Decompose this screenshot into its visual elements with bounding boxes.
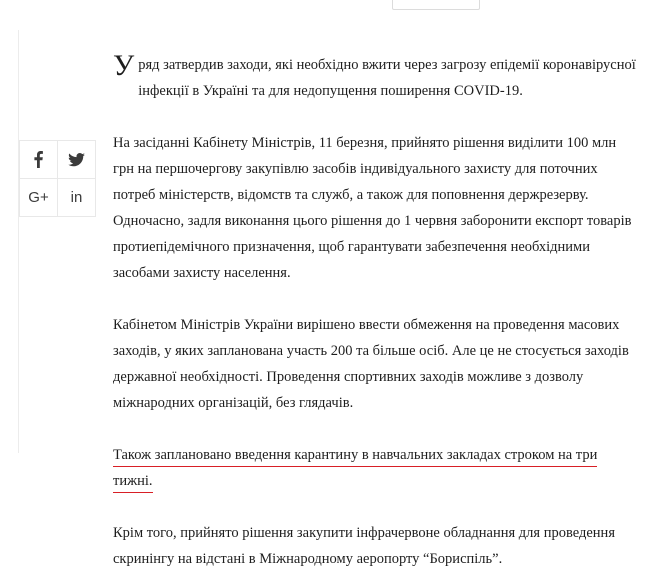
top-cutoff-element[interactable] — [392, 0, 480, 10]
facebook-icon — [34, 151, 43, 168]
paragraph-5: Крім того, прийнято рішення закупити інфрачервоне обладнання для проведення скринінгу на відстані в Міжнародному аеропорту “Бориспіль”. — [113, 525, 615, 567]
share-row-top — [19, 140, 97, 178]
paragraph-4-highlighted — [113, 442, 638, 494]
drop-cap: У — [113, 49, 135, 82]
linkedin-share-button[interactable] — [57, 178, 96, 217]
article-body — [113, 49, 638, 572]
paragraph-1-text: ряд затвердив заходи, які необхідно вжити через загрозу епідемії коронавірусної інфекції в Україні та для недопущення поширення COVID-19. — [138, 57, 636, 99]
social-share-column — [19, 140, 97, 216]
paragraph-2: На засіданні Кабінету Міністрів, 11 березня, прийнято рішення виділити 100 млн грн на першочергову закупівлю засобів індивідуального захисту для поточних потреб міністерств, відомств та служб, а також для поповнення держрезерву. Одночасно, задля виконання цього рішення до 1 червня заборонити експорт товарів протиепідемічного призначення, щоб гарантувати забезпечення необхідними засобами захисту населення. — [113, 135, 632, 281]
google-plus-share-button[interactable] — [19, 178, 58, 217]
facebook-share-button[interactable] — [19, 140, 58, 179]
paragraph-1 — [113, 49, 638, 104]
twitter-share-button[interactable] — [57, 140, 96, 179]
twitter-icon — [68, 153, 85, 167]
left-vertical-divider — [18, 30, 19, 453]
google-plus-icon: G+ — [28, 189, 49, 206]
highlighted-sentence: Також заплановано введення карантину в навчальних закладах строком на три тижні. — [113, 447, 597, 493]
paragraph-3: Кабінетом Міністрів України вирішено ввести обмеження на проведення масових заходів, у яких запланована участь 200 та більше осіб. Але це не стосується заходів державної необхідності. Проведення спортивних заходів можливе з дозволу міжнародних організацій, без глядачів. — [113, 317, 629, 411]
share-row-bottom — [19, 178, 97, 216]
linkedin-icon: in — [70, 189, 83, 206]
